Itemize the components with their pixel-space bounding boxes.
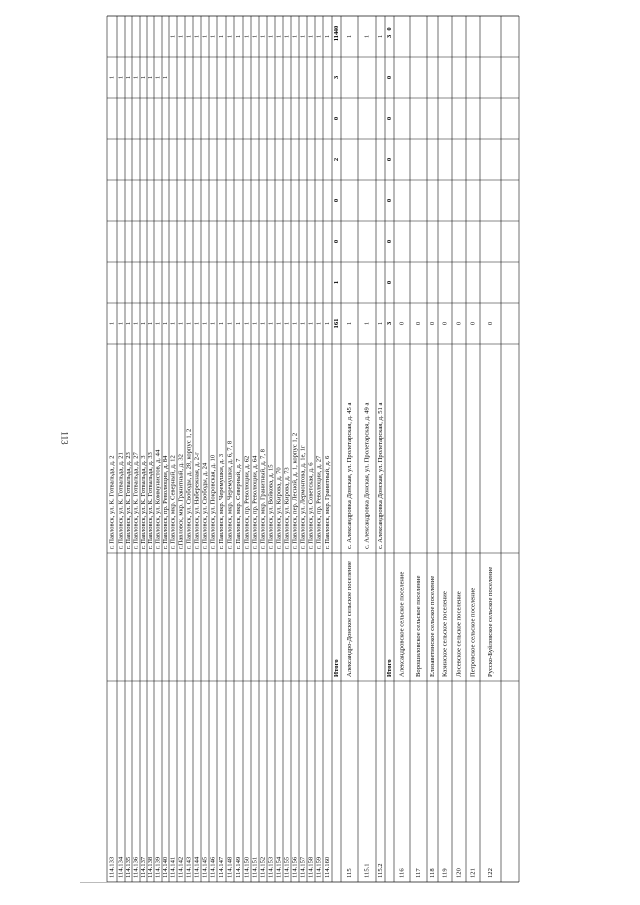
row-number: 114.149 bbox=[235, 856, 243, 878]
row-value: 1 bbox=[154, 321, 162, 326]
row-name: Александровское сельское поселение bbox=[398, 571, 406, 677]
row-value: 1 bbox=[108, 321, 116, 326]
row-value: 0 bbox=[487, 321, 495, 326]
row-number: 116 bbox=[398, 868, 406, 878]
row-value: 1 bbox=[177, 321, 185, 326]
row-value: 1 bbox=[201, 321, 209, 326]
row-value: 1 bbox=[275, 34, 283, 39]
row-value: 0 bbox=[469, 321, 477, 326]
row-value: 1 bbox=[209, 321, 217, 326]
row-value: 1 bbox=[162, 75, 170, 80]
row-name: Александро-Донское сельское поселение bbox=[346, 561, 354, 677]
row-number: 114.145 bbox=[201, 856, 209, 878]
row-address: с. Александровка Донская, ул. Пролетарская, д. 49 а bbox=[363, 402, 371, 549]
row-number: 114.159 bbox=[315, 856, 323, 878]
row-address: с. Александровка Донская, ул. Пролетарская, д. 51 а bbox=[377, 402, 385, 549]
row-value: 1 bbox=[324, 321, 332, 326]
row-number: 114.141 bbox=[169, 856, 177, 878]
row-value: 2 bbox=[333, 157, 341, 162]
row-number: 114.158 bbox=[307, 856, 315, 878]
row-value: 1 bbox=[315, 321, 323, 326]
row-number: 114.138 bbox=[147, 856, 155, 878]
row-number: 114.147 bbox=[218, 856, 226, 878]
row-name: Петровское сельское поселение bbox=[469, 587, 477, 677]
row-value: 1 bbox=[363, 321, 371, 326]
row-address: г. Павловск, пр. Революции, д. 27 bbox=[315, 455, 323, 549]
row-value: 1 bbox=[235, 34, 243, 39]
row-name: Лосевское сельское поселение bbox=[455, 591, 463, 677]
row-name: Елизаветинское сельское поселение bbox=[429, 575, 437, 677]
page-number: 113 bbox=[59, 431, 70, 445]
row-value: 0 bbox=[333, 198, 341, 203]
row-value: 0 bbox=[386, 27, 394, 31]
row-value: 1 bbox=[243, 321, 251, 326]
row-value: 1 bbox=[218, 34, 226, 39]
row-number: 115.2 bbox=[377, 863, 385, 878]
row-value: 1 bbox=[251, 321, 259, 326]
row-address: г. Павловск, ул. К. Готвальда, д. 2 bbox=[108, 455, 116, 549]
row-value: 1 bbox=[193, 321, 201, 326]
row-address: г. Павловск, мкр. Гранитный, д. 7, 8 bbox=[259, 449, 267, 549]
row-value: 1 bbox=[267, 321, 275, 326]
row-value: 1 bbox=[315, 34, 323, 39]
row-value: 1 bbox=[283, 34, 291, 39]
row-number: 114.140 bbox=[162, 856, 170, 878]
row-value: 0 bbox=[386, 239, 394, 244]
row-number: 114.154 bbox=[275, 856, 283, 878]
row-value: 1 bbox=[235, 321, 243, 326]
row-number: 114.134 bbox=[117, 856, 125, 878]
row-number: 115.1 bbox=[363, 863, 371, 878]
row-address: г. Павловск, ул. Лермонтова, д. 1е, 1г bbox=[299, 445, 307, 549]
row-number: 114.143 bbox=[185, 856, 193, 878]
row-address: г. Павловск, ул. Коммунистов, д. 44 bbox=[154, 449, 162, 549]
row-value: 1 bbox=[243, 34, 251, 39]
row-address: с. Александровка Донская, ул. Пролетарская, д. 45 а bbox=[346, 402, 354, 549]
row-value: 1 bbox=[209, 34, 217, 39]
row-address: г. Павловск, ул. Войкова, д. 15 bbox=[267, 464, 275, 549]
row-address: г. Павловск, пр. Революции, д. 64 bbox=[251, 455, 259, 549]
row-address: г. Павловск, мкр. Черемушки, д. 3 bbox=[218, 454, 226, 549]
row-value: 0 bbox=[386, 198, 394, 203]
row-value: 1 bbox=[169, 34, 177, 39]
row-address: г. Павловск, пр. Революции, д. 84 bbox=[162, 455, 170, 549]
row-value: 1 bbox=[177, 34, 185, 39]
row-number: 114.139 bbox=[154, 856, 162, 878]
row-value: 1 bbox=[201, 34, 209, 39]
row-value: 1 bbox=[117, 75, 125, 80]
row-address: г. Павловск, пр. Революции, д. 62 bbox=[243, 455, 251, 549]
row-address: г. Павловск, ул. Набережная, д. 2-г bbox=[193, 452, 201, 549]
row-value: 0 bbox=[386, 280, 394, 285]
row-number: 114.148 bbox=[226, 856, 234, 878]
row-value: 3 bbox=[386, 34, 394, 39]
row-address: г. Павловск, ул. К. Готвальда, д. 21 bbox=[117, 452, 125, 549]
table-grid bbox=[107, 16, 519, 882]
row-address: г. Павловск, ул. Свободы, д. 24 bbox=[201, 462, 209, 549]
row-value: 0 bbox=[333, 239, 341, 244]
row-address: г. Павловск, ул. Покровская, д. 10 bbox=[209, 454, 217, 549]
row-value: 1 bbox=[108, 75, 116, 80]
row-name: Казинское сельское поселение bbox=[441, 591, 449, 677]
row-value: 1 bbox=[169, 321, 177, 326]
row-value: 1 bbox=[132, 75, 140, 80]
row-value: 1 bbox=[283, 321, 291, 326]
row-address: г. Павловск, мкр. Северный, д. 7 bbox=[235, 458, 243, 549]
row-value: 1 bbox=[333, 280, 341, 285]
row-number: 114.133 bbox=[108, 856, 116, 878]
table-cells bbox=[109, 25, 495, 878]
row-value: 1 bbox=[117, 321, 125, 326]
row-address: г.Павловск, мкр. Гранитный, д. 32 bbox=[177, 454, 185, 549]
row-value: 1 bbox=[251, 34, 259, 39]
row-value: 0 bbox=[441, 321, 449, 326]
row-number: 120 bbox=[455, 868, 463, 878]
row-number: 114.142 bbox=[177, 856, 185, 878]
row-address: г. Павловск, ул. К. Готвальда, д. 33 bbox=[147, 452, 155, 549]
row-value: 0 bbox=[398, 321, 406, 326]
row-address: г. Павловск, ул. Свободы, д. 28, корпус 1, 2 bbox=[185, 428, 193, 549]
footer-rule bbox=[80, 882, 230, 883]
row-value: 1 bbox=[226, 321, 234, 326]
row-value: 3 bbox=[333, 75, 341, 80]
row-value: 1 bbox=[307, 321, 315, 326]
row-value: 1 bbox=[299, 321, 307, 326]
row-number: 114.137 bbox=[140, 856, 148, 878]
row-number: 114.144 bbox=[193, 856, 201, 878]
row-name: Русско-Буйловское сельское поселение bbox=[487, 566, 495, 677]
row-number: 119 bbox=[441, 868, 449, 878]
row-value: 0 bbox=[386, 157, 394, 162]
row-value: 1 bbox=[140, 75, 148, 80]
row-value: 1 bbox=[147, 75, 155, 80]
row-value: 1 bbox=[346, 321, 354, 326]
row-address: г. Павловск, мкр. Гранитный, д. 6 bbox=[324, 455, 332, 549]
row-value: 1 bbox=[363, 34, 371, 39]
row-value: 1 bbox=[267, 34, 275, 39]
row-address: г. Павловск, ул. Кирова, д. 70 bbox=[275, 467, 283, 549]
row-value: 1 bbox=[162, 321, 170, 326]
row-value: 0 bbox=[415, 321, 423, 326]
row-value: 1 bbox=[299, 34, 307, 39]
row-value: 1 bbox=[259, 34, 267, 39]
row-number: 114.136 bbox=[132, 856, 140, 878]
row-value: 1 bbox=[193, 34, 201, 39]
row-value: 1 bbox=[125, 321, 133, 326]
row-address: г. Павловск, ул. К. Готвальда, д. 3 bbox=[140, 455, 148, 549]
row-value: 0 bbox=[455, 321, 463, 326]
row-value: 1 bbox=[259, 321, 267, 326]
row-address: г. Павловск, мкр. Северный, д. 12 bbox=[169, 455, 177, 549]
row-value: 161 bbox=[333, 318, 341, 329]
row-value: 0 bbox=[429, 321, 437, 326]
row-number: 114.150 bbox=[243, 856, 251, 878]
row-name: Итого bbox=[333, 659, 341, 677]
row-value: 1 bbox=[226, 34, 234, 39]
row-number: 114.135 bbox=[125, 856, 133, 878]
row-number: 114.153 bbox=[267, 856, 275, 878]
row-value: 1 bbox=[291, 321, 299, 326]
row-value: 0 bbox=[386, 75, 394, 80]
row-value: 1 bbox=[307, 34, 315, 39]
row-value: 1 bbox=[377, 321, 385, 326]
row-value: 3 bbox=[386, 321, 394, 326]
row-value: 1 bbox=[324, 34, 332, 39]
row-value: 1 bbox=[346, 34, 354, 39]
row-value: 0 bbox=[333, 116, 341, 121]
row-value: 1 bbox=[140, 321, 148, 326]
row-number: 117 bbox=[415, 868, 423, 878]
row-address: г. Павловск, ул. К. Готвальда, д. 23 bbox=[125, 452, 133, 549]
row-value: 1 bbox=[185, 34, 193, 39]
row-value: 1 bbox=[185, 321, 193, 326]
row-number: 122 bbox=[487, 868, 495, 878]
row-number: 114.146 bbox=[209, 856, 217, 878]
row-address: г. Павловск, мкр. Черемушки, д. 6, 7, 8 bbox=[226, 440, 234, 549]
row-address: г. Павловск, пер. Лесной, д. 1, корпус 1, 2 bbox=[291, 432, 299, 549]
row-name: Ворошиловское сельское поселение bbox=[415, 575, 423, 677]
row-value: 1 bbox=[132, 321, 140, 326]
row-value: 1 bbox=[154, 75, 162, 80]
row-number: 114.160 bbox=[324, 856, 332, 878]
row-number: 114.155 bbox=[283, 856, 291, 878]
row-value: 1 bbox=[125, 75, 133, 80]
row-value: 0 bbox=[386, 116, 394, 121]
row-number: 114.157 bbox=[299, 856, 307, 878]
row-address: г. Павловск, ул. К. Готвальда, д. 27 bbox=[132, 452, 140, 549]
row-value: 1 bbox=[218, 321, 226, 326]
row-number: 114.151 bbox=[251, 856, 259, 878]
row-value: 1 bbox=[147, 321, 155, 326]
row-number: 121 bbox=[469, 868, 477, 878]
row-value: 1 bbox=[377, 34, 385, 39]
row-name: Итого bbox=[386, 659, 394, 677]
row-value: 1 bbox=[275, 321, 283, 326]
row-value: 1 bbox=[291, 34, 299, 39]
row-value: 114 bbox=[333, 31, 341, 42]
row-number: 115 bbox=[346, 868, 354, 878]
row-address: г. Павловск, ул. Кирова, д. 73 bbox=[283, 467, 291, 549]
row-address: г. Павловск, ул. Советская, д. 6 bbox=[307, 462, 315, 549]
row-number: 118 bbox=[429, 868, 437, 878]
row-number: 114.152 bbox=[259, 856, 267, 878]
row-value: 40 bbox=[333, 25, 341, 33]
row-number: 114.156 bbox=[291, 856, 299, 878]
